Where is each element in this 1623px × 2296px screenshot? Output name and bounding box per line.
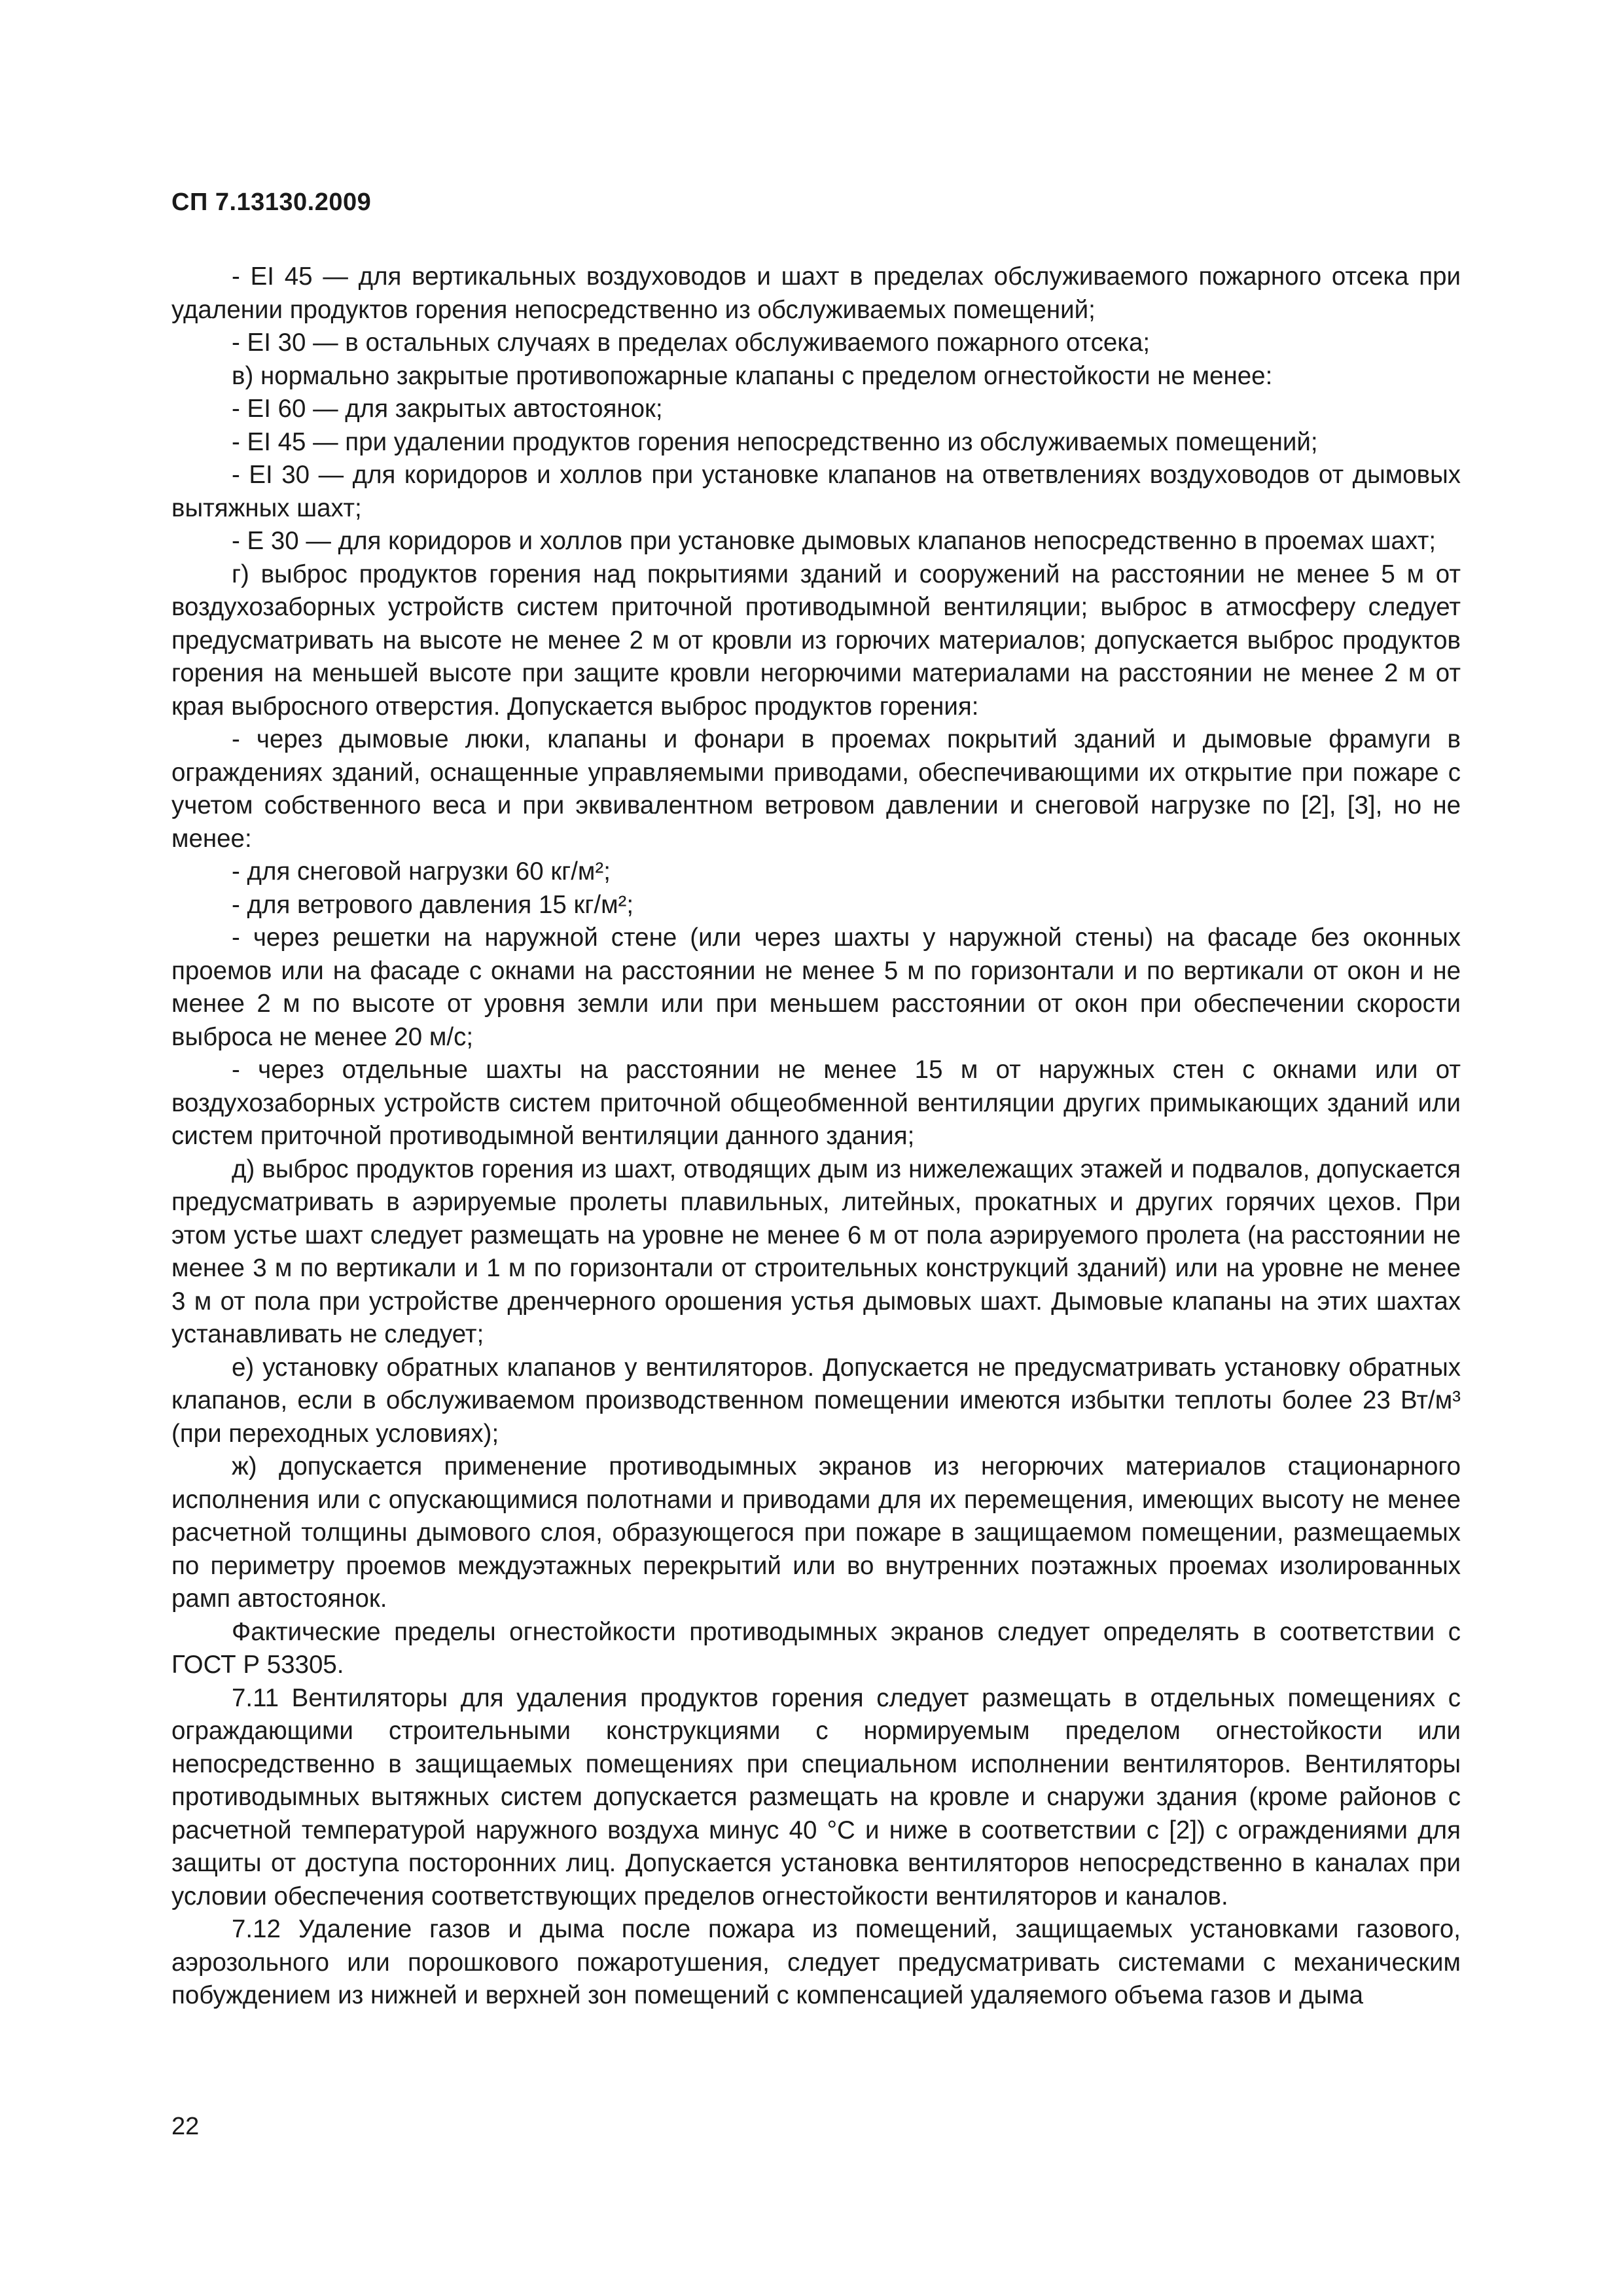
paragraph: ж) допускается применение противодымных экранов из негорючих материалов стационарного исполнения или с опускающимися полотнами и приводами для их перемещения, имеющих высоту не менее расчетной толщины дымового слоя, образующегося при пожаре в защищаемом помещении, размещаемых по периметру проемов междуэтажных перекрытий или во внутренних поэтажных проемах изолированных рамп автостоянок.: [171, 1452, 1461, 1613]
paragraph: - EI 30 — в остальных случаях в пределах обслуживаемого пожарного отсека;: [232, 329, 1150, 357]
paragraph: - EI 30 — для коридоров и холлов при установке клапанов на ответвлениях воздуховодов от дымовых вытяжных шахт;: [171, 461, 1461, 522]
paragraph: в) нормально закрытые противопожарные клапаны с пределом огнестойкости не менее:: [232, 361, 1273, 390]
page-number: 22: [171, 2113, 200, 2140]
paragraph: - через дымовые люки, клапаны и фонари в проемах покрытий зданий и дымовые фрамуги в ограждениях зданий, оснащенные управляемыми приводами, обеспечивающими их открытие при пожаре с учетом собственного веса и при эквивалентном ветровом давлении и снеговой нагрузке по [2], [3], но не менее:: [171, 725, 1461, 853]
paragraph: - Е 30 — для коридоров и холлов при установке дымовых клапанов непосредственно в проемах шахт;: [232, 527, 1436, 555]
paragraph: - для снеговой нагрузки 60 кг/м²;: [232, 857, 611, 886]
paragraph: Фактические пределы огнестойкости противодымных экранов следует определять в соответствии с ГОСТ Р 53305.: [171, 1617, 1461, 1679]
paragraph: - EI 60 — для закрытых автостоянок;: [232, 395, 663, 423]
document-code-header: СП 7.13130.2009: [171, 188, 372, 216]
paragraph: - EI 45 — при удалении продуктов горения непосредственно из обслуживаемых помещений;: [232, 427, 1318, 456]
paragraph: д) выброс продуктов горения из шахт, отводящих дым из нижележащих этажей и подвалов, допускается предусматривать в аэрируемые пролеты плавильных, литейных, прокатных и других горячих цехов. При этом устье шахт следует размещать на уровне не менее 6 м от пола аэрируемого пролета (на расстоянии не менее 3 м по вертикали и 1 м по горизонтали от строительных конструкций зданий) или на уровне не менее 3 м от пола при устройстве дренчерного орошения устья дымовых шахт. Дымовые клапаны на этих шахтах устанавливать не следует;: [171, 1155, 1461, 1348]
paragraph: - через решетки на наружной стене (или через шахты у наружной стены) на фасаде без оконных проемов или на фасаде с окнами на расстоянии не менее 5 м по горизонтали и по вертикали от окон и не менее 2 м по высоте от уровня земли или при меньшем расстоянии от окон при обеспечении скорости выброса не менее 20 м/с;: [171, 924, 1461, 1051]
paragraph: 7.12 Удаление газов и дыма после пожара из помещений, защищаемых установками газового, аэрозольного или порошкового пожаротушения, следует предусматривать системами с механическим побуждением из нижней и верхней зон помещений с компенсацией удаляемого объема газов и дыма: [171, 1915, 1461, 2009]
paragraph: - через отдельные шахты на расстоянии не менее 15 м от наружных стен с окнами или от воздухозаборных устройств систем приточной общеобменной вентиляции других примыкающих зданий или систем приточной противодымной вентиляции данного здания;: [171, 1056, 1461, 1150]
paragraph: г) выброс продуктов горения над покрытиями зданий и сооружений на расстоянии не менее 5 м от воздухозаборных устройств систем приточной противодымной вентиляции; выброс в атмосферу следует предусматривать на высоте не менее 2 м от кровли из горючих материалов; допускается выброс продуктов горения на меньшей высоте при защите кровли негорючими материалами на расстоянии не менее 2 м от края выбросного отверстия. Допускается выброс продуктов горения:: [171, 560, 1461, 721]
document-body: [171, 260, 1461, 2013]
paragraph: 7.11 Вентиляторы для удаления продуктов горения следует размещать в отдельных помещениях с ограждающими строительными конструкциями с нормируемым пределом огнестойкости или непосредственно в защищаемых помещениях при специальном исполнении вентиляторов. Вентиляторы противодымных вытяжных систем допускается размещать на кровле и снаружи здания (кроме районов с расчетной температурой наружного воздуха минус 40 °С и ниже в соответствии с [2]) с ограждениями для защиты от доступа посторонних лиц. Допускается установка вентиляторов непосредственно в каналах при условии обеспечения соответствующих пределов огнестойкости вентиляторов и каналов.: [171, 1683, 1461, 1910]
paragraph: е) установку обратных клапанов у вентиляторов. Допускается не предусматривать установку обратных клапанов, если в обслуживаемом производственном помещении имеются избытки теплоты более 23 Вт/м³ (при переходных условиях);: [171, 1353, 1461, 1448]
paragraph: - EI 45 — для вертикальных воздуховодов и шахт в пределах обслуживаемого пожарного отсека при удалении продуктов горения непосредственно из обслуживаемых помещений;: [171, 262, 1461, 324]
paragraph: - для ветрового давления 15 кг/м²;: [232, 890, 634, 919]
